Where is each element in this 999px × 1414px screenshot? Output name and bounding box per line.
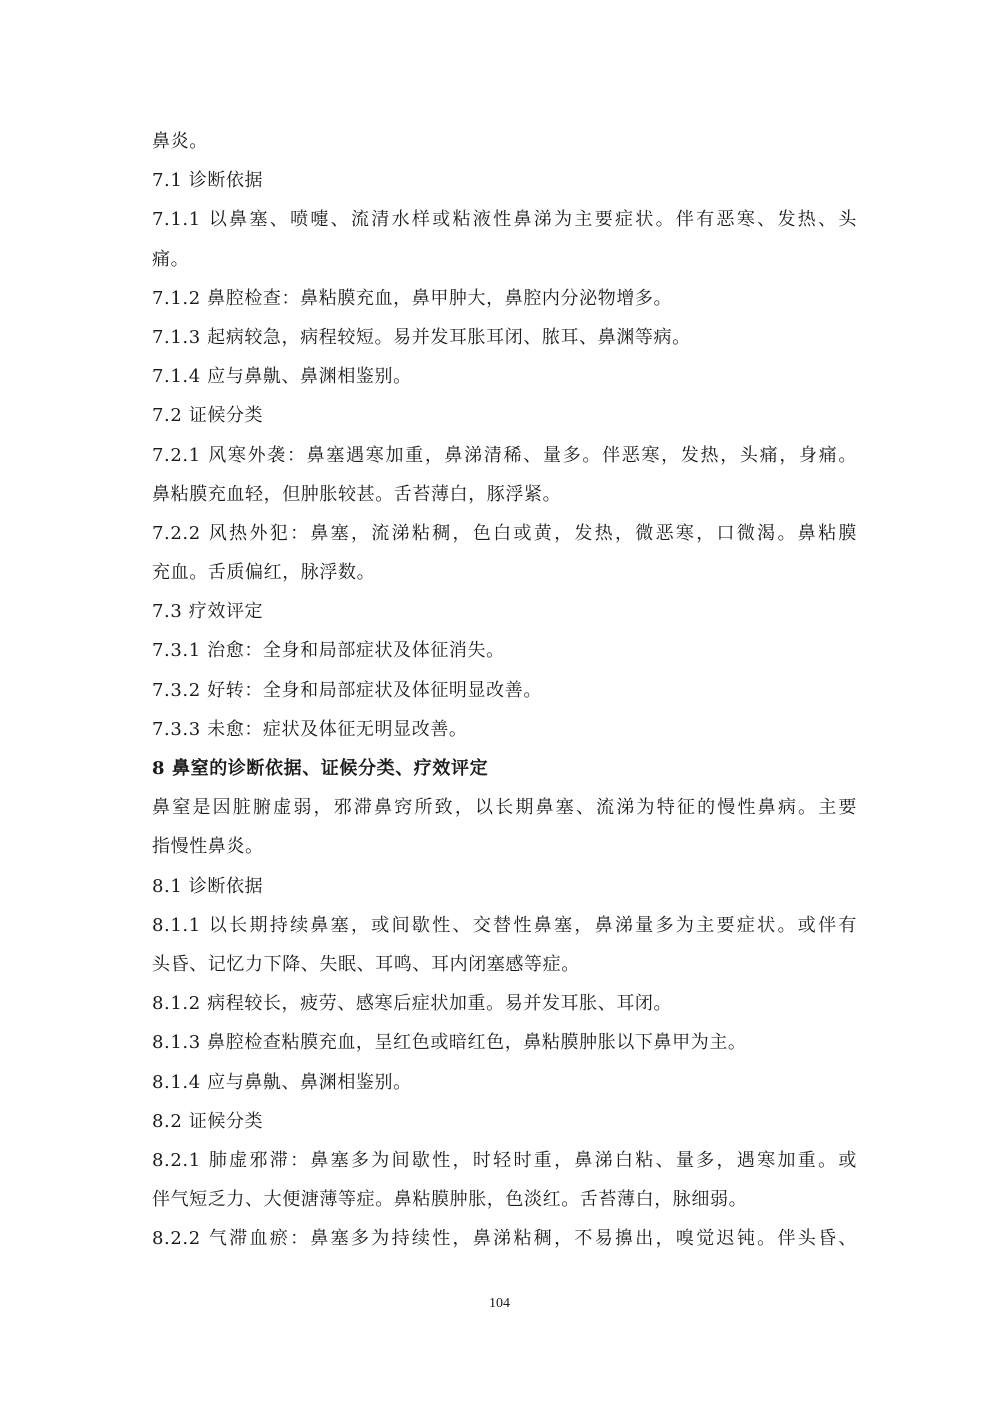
text-line: 8.1.3 鼻腔检查粘膜充血，呈红色或暗红色，鼻粘膜肿胀以下鼻甲为主。 <box>152 1032 747 1054</box>
text-line: 充血。舌质偏红，脉浮数。 <box>152 562 376 584</box>
text-line: 8.1.2 病程较长，疲劳、感寒后症状加重。易并发耳胀、耳闭。 <box>152 993 673 1015</box>
page-number: 104 <box>489 1296 510 1311</box>
text-line: 7.1.1 以鼻塞、喷嚏、流清水样或粘液性鼻涕为主要症状。伴有恶寒、发热、头 <box>152 209 857 231</box>
text-line: 伴气短乏力、大便溏薄等症。鼻粘膜肿胀，色淡红。舌苔薄白，脉细弱。 <box>152 1189 748 1211</box>
text-line: 7.3.3 未愈：症状及体征无明显改善。 <box>152 718 468 740</box>
section-heading-8-2: 8.2 证候分类 <box>152 1110 264 1132</box>
text-line: 8.1.1 以长期持续鼻塞，或间歇性、交替性鼻塞，鼻涕量多为主要症状。或伴有 <box>152 914 857 936</box>
text-line: 痛。 <box>152 248 190 270</box>
body-text <box>152 122 857 1258</box>
section-heading-7-1: 7.1 诊断依据 <box>152 170 264 192</box>
text-line: 8.2.1 肺虚邪滞：鼻塞多为间歇性，时轻时重，鼻涕白粘、量多，遇寒加重。或 <box>152 1149 857 1171</box>
section-heading-7-2: 7.2 证候分类 <box>152 405 264 427</box>
text-line: 7.3.2 好转：全身和局部症状及体征明显改善。 <box>152 679 542 701</box>
text-line: 8.1.4 应与鼻鼽、鼻渊相鉴别。 <box>152 1071 412 1093</box>
text-line: 7.1.3 起病较急，病程较短。易并发耳胀耳闭、脓耳、鼻渊等病。 <box>152 326 691 348</box>
text-line: 鼻炎。 <box>152 131 208 152</box>
text-line: 7.1.4 应与鼻鼽、鼻渊相鉴别。 <box>152 366 412 388</box>
text-line: 鼻粘膜充血轻，但肿胀较甚。舌苔薄白，豚浮紧。 <box>152 483 562 505</box>
chapter-heading-8: 8 鼻窒的诊断依据、证候分类、疗效评定 <box>152 758 489 779</box>
text-line: 7.1.2 鼻腔检查：鼻粘膜充血，鼻甲肿大，鼻腔内分泌物增多。 <box>152 287 673 309</box>
text-line: 头昏、记忆力下降、失眠、耳鸣、耳内闭塞感等症。 <box>152 953 580 975</box>
text-line: 7.2.2 风热外犯：鼻塞，流涕粘稠，色白或黄，发热，微恶寒，口微渴。鼻粘膜 <box>152 522 857 544</box>
text-line: 7.3.1 治愈：全身和局部症状及体征消失。 <box>152 640 505 662</box>
section-heading-8-1: 8.1 诊断依据 <box>152 875 264 897</box>
text-line: 7.2.1 风寒外袭：鼻塞遇寒加重，鼻涕清稀、量多。伴恶寒，发热，头痛，身痛。 <box>152 444 857 466</box>
text-line: 8.2.2 气滞血瘀：鼻塞多为持续性，鼻涕粘稠，不易擤出，嗅觉迟钝。伴头昏、 <box>152 1228 857 1250</box>
text-line: 指慢性鼻炎。 <box>152 836 264 858</box>
text-line: 鼻窒是因脏腑虚弱，邪滞鼻窍所致，以长期鼻塞、流涕为特征的慢性鼻病。主要 <box>152 797 857 819</box>
section-heading-7-3: 7.3 疗效评定 <box>152 601 264 623</box>
